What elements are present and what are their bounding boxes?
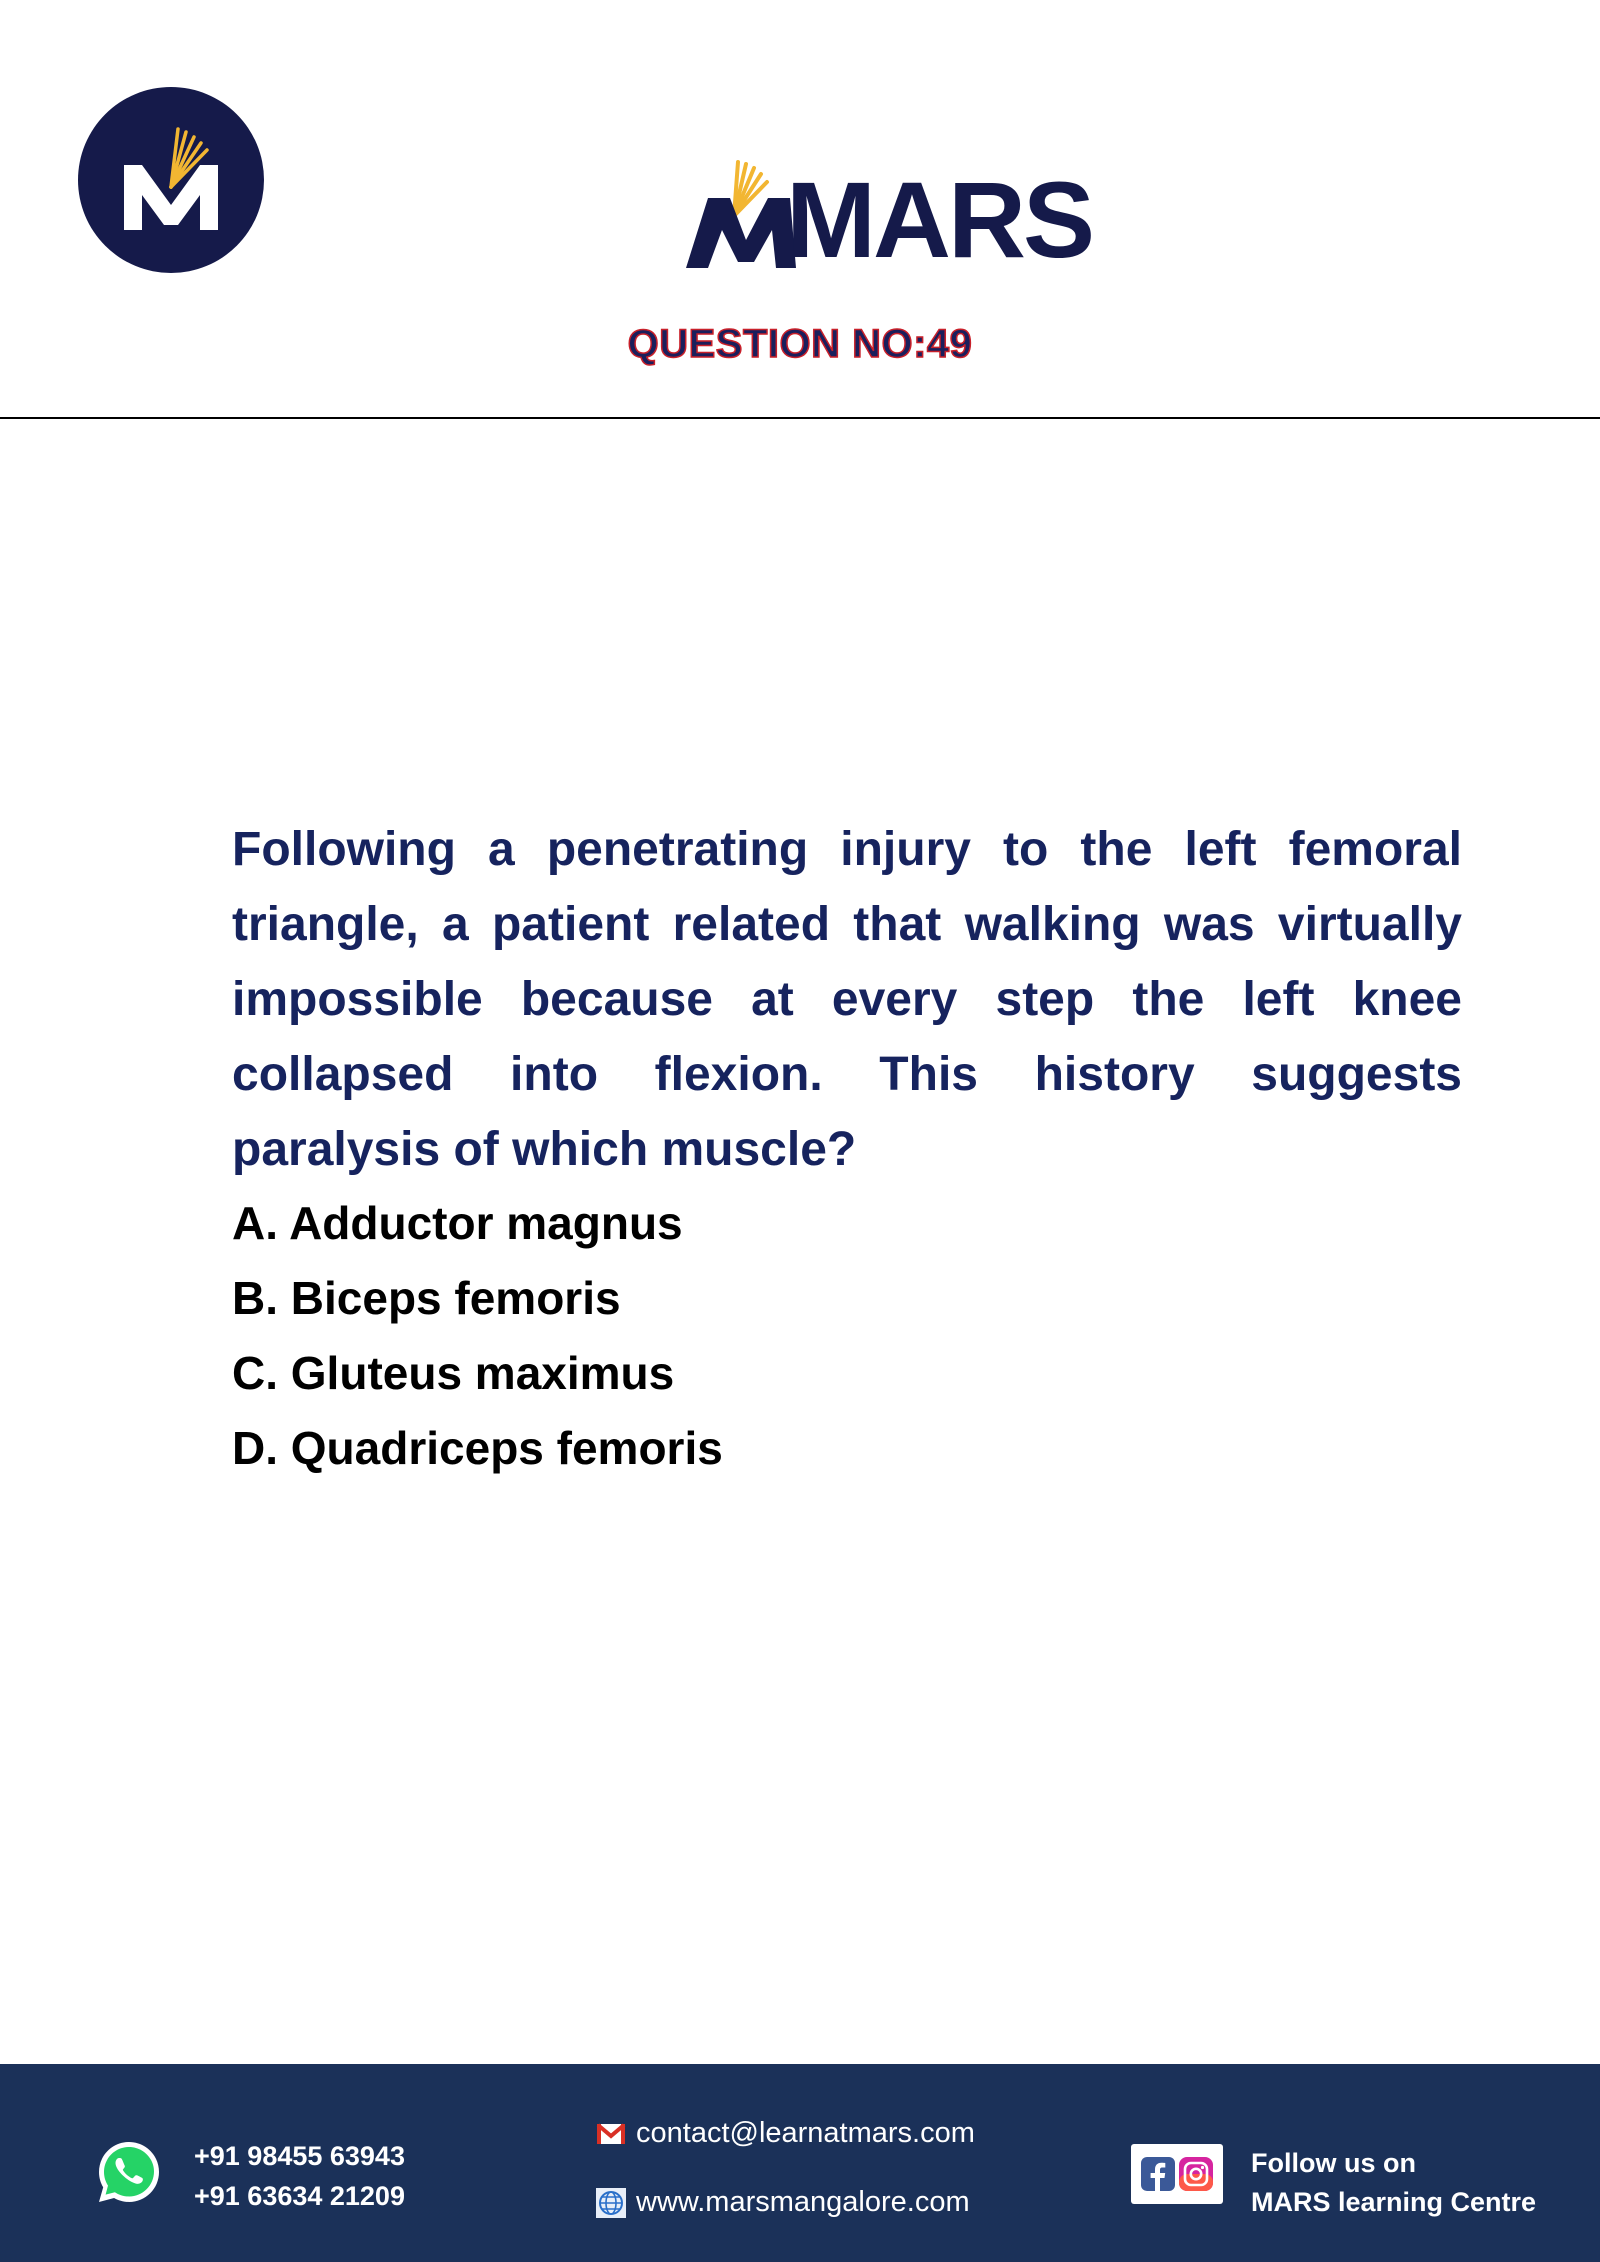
follow-us-text [1251, 2144, 1536, 2222]
option-b: B. Biceps femoris [232, 1272, 621, 1324]
option-d: D. Quadriceps femoris [232, 1422, 723, 1474]
phone-1[interactable]: +91 98455 63943 [194, 2141, 405, 2171]
wordmark-text: MARS [786, 159, 1092, 280]
website-text[interactable]: www.marsmangalore.com [636, 2186, 970, 2218]
globe-icon [596, 2188, 626, 2218]
option-c: C. Gluteus maximus [232, 1347, 675, 1399]
logo-badge-graphic [78, 87, 264, 273]
email-row[interactable] [596, 2117, 975, 2150]
whatsapp-icon[interactable] [95, 2138, 163, 2206]
mail-icon [596, 2119, 626, 2149]
instagram-icon[interactable] [1179, 2157, 1213, 2191]
phone-2[interactable]: +91 63634 21209 [194, 2181, 405, 2211]
email-text[interactable]: contact@learnatmars.com [636, 2117, 975, 2149]
footer [0, 2064, 1600, 2262]
question-number: QUESTION NO:49 [627, 322, 973, 366]
follow-line-2[interactable]: MARS learning Centre [1251, 2187, 1537, 2217]
website-row[interactable] [596, 2186, 970, 2219]
answer-options [232, 1186, 723, 1486]
follow-line-1: Follow us on [1251, 2148, 1416, 2178]
facebook-icon[interactable] [1141, 2157, 1175, 2191]
phone-numbers [194, 2136, 405, 2216]
social-icons[interactable] [1131, 2144, 1223, 2204]
mars-wordmark [686, 158, 1092, 280]
logo-badge [78, 87, 264, 273]
header-divider [0, 417, 1600, 419]
option-a: A. Adductor magnus [232, 1197, 683, 1249]
question-stem: Following a penetrating injury to the left femoral triangle, a patient related that walking was virtually impossible because at every step the left knee collapsed into flexion. This history suggests paralysis of which muscle? [232, 823, 1462, 1176]
